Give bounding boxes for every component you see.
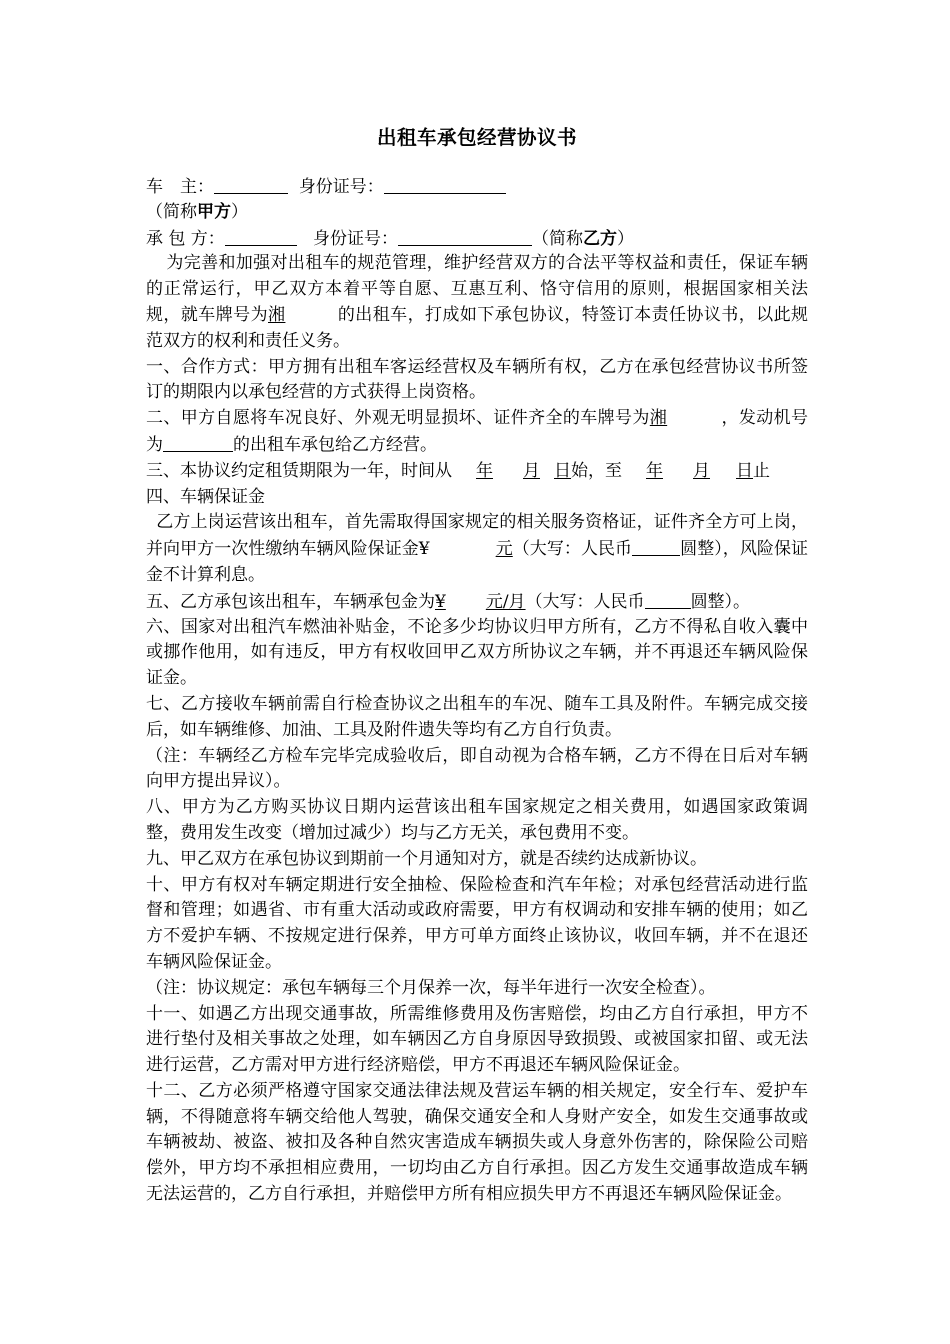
engine-number-blank [163,432,233,452]
start-year-label: 年 [476,460,493,481]
start-month-label: 月 [523,460,540,481]
clause-5-text-2: （大写：人民币 [525,591,645,612]
rent-yen-sign: ¥ [435,591,446,612]
party-b-prefix: （简称 [532,228,584,249]
document-title: 出租车承包经营协议书 [376,126,577,149]
rent-unit: 元/月 [485,591,526,612]
clause-2-plate [650,408,721,428]
clause-1: 一、合作方式：甲方拥有出租车客运经营权及车辆所有权，乙方在承包经营协议书所签订的期限内以承包经营的方式获得上岗资格。 [146,356,808,403]
clause-11: 十一、如遇乙方出现交通事故，所需维修费用及伤害赔偿，均由乙方自行承担，甲方不进行垫付及相关事故之处理，如车辆因乙方自身原因导致损毁、或被国家扣留、或无法进行运营，乙方需对甲方进行经济赔偿，甲方不再退还车辆风险保证金。 [146,1003,808,1076]
clause-12: 十二、乙方必须严格遵守国家交通法律法规及营运车辆的相关规定，安全行车、爱护车辆，不得随意将车辆交给他人驾驶，确保交通安全和人身财产安全，如发生交通事故或车辆被劫、被盗、被扣及各种自然灾害造成车辆损失或人身意外伤害的，除保险公司赔偿外，甲方均不承担相应费用，一切均由乙方自行承担。因乙方发生交通事故造成车辆无法运营的，乙方自行承担，并赔偿甲方所有相应损失甲方不再退还车辆风险保证金。 [146,1080,808,1205]
owner-line [146,174,808,200]
clause-2 [146,406,808,459]
clause-7-note: （注：车辆经乙方检车完毕完成验收后，即自动视为合格车辆，乙方不得在日后对车辆向甲方提出异议）。 [146,745,808,792]
clause-3-start: 始，至 [571,460,622,481]
owner-id-label: 身份证号： [298,177,384,197]
end-year-label: 年 [646,460,663,481]
contractor-line [146,226,808,252]
clause-2-text-1: 二、甲方自愿将车况良好、外观无明显损坏、证件齐全的车牌号为 [146,408,650,429]
party-b-suffix: ） [617,228,635,249]
owner-id-blank [384,174,506,194]
deposit-unit: 元 [495,539,513,560]
start-date-blank [452,461,571,481]
clause-5-text-1: 五、乙方承包该出租车，车辆承包金为 [146,591,435,612]
clause-4-text-1: 乙方上岗运营该出租车，首先需取得国家规定的相关服务资格证，证件齐全方可上岗，并向甲方一次性缴纳车辆风险保证金¥ [146,512,808,560]
clause-8: 八、甲方为乙方购买协议日期内运营该出租车国家规定之相关费用，如遇国家政策调整，费用发生改变（增加过减少）均与乙方无关，承包费用不变。 [146,797,808,843]
intro-plate-prefix: 湘 [268,304,286,325]
clause-7: 七、乙方接收车辆前需自行检查协议之出租车的车况、随车工具及附件。车辆完成交接后，如车辆维修、加油、工具及附件遗失等均有乙方自行负责。 [146,693,808,740]
clause-10-note: （注：协议规定：承包车辆每三个月保养一次，每半年进行一次安全检查）。 [146,977,716,998]
document-body [146,174,808,1208]
party-a-prefix: （简称 [146,201,197,222]
rent-words-blank [645,589,691,609]
clause-9: 九、甲乙双方在承包协议到期前一个月通知对方，就是否续约达成新协议。 [146,848,707,869]
contractor-id-blank [398,226,532,246]
clause-4-text-3: 圆整），风险保证金不计算利息。 [146,539,809,585]
start-day-label: 日 [554,460,571,481]
clause-2-text-2: ，发动机号为 [146,408,809,455]
clause-2-plate-prefix: 湘 [649,408,668,429]
intro-text-1: 为完善和加强对出租车的规范管理，维护经营双方的合法平等权益和责任，保证车辆的正常运行，甲乙双方本着平等自愿、互惠互利、恪守信用的原则，根据国家相关法规，就车牌号为 [146,253,808,325]
deposit-amount-blank [430,539,513,559]
owner-name-blank [214,174,288,194]
party-b-label: 乙方 [583,228,618,249]
clause-3-text: 三、本协议约定租赁期限为一年，时间从 [146,460,452,481]
contractor-label: 承 包 方： [146,228,225,249]
clause-3-end: 止 [753,460,770,481]
clause-5-text-3: 圆整）。 [690,591,751,612]
clause-6: 六、国家对出租汽车燃油补贴金，不论多少均协议归甲方所有，乙方不得私自收入囊中或挪作他用，如有违反，甲方有权收回甲乙双方所协议之车辆，并不再退还车辆风险保证金。 [146,616,808,689]
party-a-note [146,200,808,226]
clause-4-body [146,510,808,588]
end-date-blank [622,461,753,481]
rent-amount-blank [435,592,526,612]
clause-3 [146,459,808,485]
intro-paragraph [146,251,808,354]
party-a-suffix: ） [231,201,248,222]
contractor-id-label: 身份证号： [313,228,399,249]
clause-2-text-3: 的出租车承包给乙方经营。 [233,434,437,455]
clause-4-heading: 四、车辆保证金 [146,486,265,507]
clause-4-text-2: （大写：人民币 [512,539,633,560]
clause-10: 十、甲方有权对车辆定期进行安全抽检、保险检查和汽车年检；对承包经营活动进行监督和管理；如遇省、市有重大活动或政府需要，甲方有权调动和安排车辆的使用；如乙方不爱护车辆、不按规定进行保养，甲方可单方面终止该协议，收回车辆，并不在退还车辆风险保证金。 [146,874,808,972]
end-month-label: 月 [693,460,710,481]
owner-label: 车 主： [146,177,214,197]
end-day-label: 日 [736,460,753,481]
intro-text-2: 的出租车，打成如下承包协议，特签订本责任协议书，以此规范双方的权利和责任义务。 [146,304,809,351]
deposit-words-blank [632,536,680,556]
intro-plate [268,305,337,325]
party-a-label: 甲方 [197,201,231,222]
contractor-name-blank [225,226,297,246]
clause-5 [146,589,808,615]
